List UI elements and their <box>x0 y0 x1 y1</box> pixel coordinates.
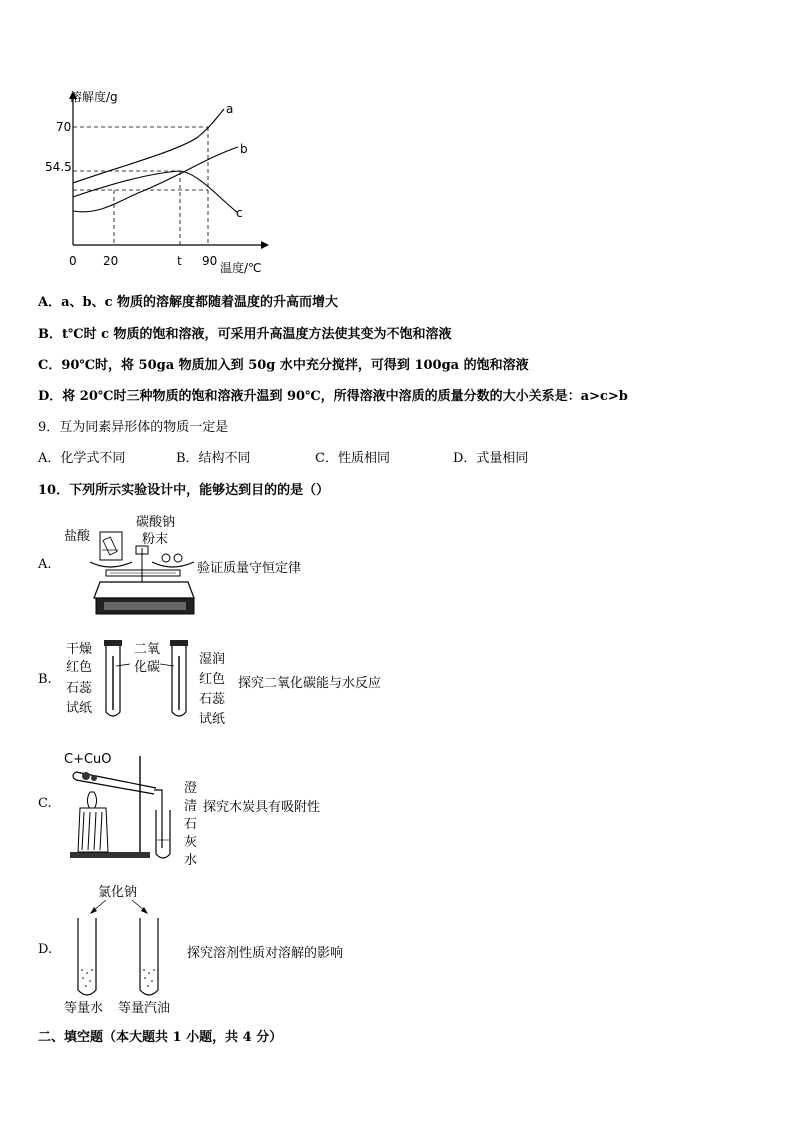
q9-choice-c: C．性质相同 <box>315 451 390 466</box>
q10-option-d-caption: 探究溶剂性质对溶解的影响 <box>187 946 344 961</box>
label-dry-1: 干燥 <box>66 642 93 657</box>
limewater-tube <box>156 810 170 858</box>
label-sodium-chloride: 氯化钠 <box>98 885 138 900</box>
label-wet-3: 石蕊 <box>199 692 226 707</box>
q10-option-d-letter: D. <box>38 942 53 957</box>
test-tube-water <box>78 918 96 995</box>
curve-b <box>73 147 238 212</box>
label-sodium-carbonate: 碳酸钠 <box>136 515 176 530</box>
q8-option-d-text: 将 20℃时三种物质的饱和溶液升温到 90℃，所得溶液中溶质的质量分数的大小关系是：a>c>b <box>62 389 628 404</box>
q9-stem: 9．互为同素异形体的物质一定是 <box>38 420 229 435</box>
x-tick-0: 0 <box>69 254 77 268</box>
q10-option-c-letter: C. <box>38 796 52 811</box>
left-pan <box>90 562 132 567</box>
section-2-heading: 二、填空题（本大题共 1 小题，共 4 分） <box>38 1030 283 1045</box>
label-dry-3: 石蕊 <box>66 681 93 696</box>
q10-option-b-caption: 探究二氧化碳能与水反应 <box>238 676 382 691</box>
q10-option-a-letter: A. <box>38 557 52 572</box>
label-equal-gasoline: 等量汽油 <box>118 1001 171 1016</box>
x-tick-90: 90 <box>202 254 218 268</box>
y-axis-label: 溶解度/g <box>70 90 118 104</box>
heating-apparatus-figure <box>62 748 204 868</box>
x-tick-20: 20 <box>103 254 119 268</box>
q8-option-a <box>38 291 338 310</box>
q8-option-a-text: a、b、c 物质的溶解度都随着温度的升高而增大 <box>61 295 339 310</box>
label-limewater-3: 石 <box>184 817 198 832</box>
q10-option-b-letter: B. <box>38 672 52 687</box>
label-wet-4: 试纸 <box>199 712 226 727</box>
label-wet-2: 红色 <box>199 672 226 687</box>
label-limewater-5: 水 <box>184 853 198 868</box>
label-co2-2: 化碳 <box>134 660 161 675</box>
x-axis-arrow <box>261 241 269 249</box>
label-limewater-2: 清 <box>184 799 198 814</box>
right-pan <box>152 562 194 567</box>
q9-choice-d: D．式量相同 <box>453 451 529 466</box>
x-axis-label: 温度/℃ <box>220 261 262 275</box>
test-tube-gasoline <box>140 918 158 995</box>
label-powder: 粉末 <box>142 532 169 547</box>
y-tick-54-5: 54.5 <box>45 160 72 174</box>
q9-choice-b: B．结构不同 <box>176 451 251 466</box>
label-c-cuo: C+CuO <box>64 752 112 767</box>
q8-option-d <box>38 385 628 404</box>
label-dry-4: 试纸 <box>66 701 93 716</box>
q8-option-c-letter: C． <box>38 358 62 373</box>
solubility-graph <box>38 85 278 280</box>
q8-option-b-text: t℃时 c 物质的饱和溶液，可采用升高温度方法使其变为不饱和溶液 <box>62 327 452 342</box>
label-limewater-4: 灰 <box>184 835 198 850</box>
curve-label-b: b <box>240 142 248 156</box>
q10-stem: 10．下列所示实验设计中，能够达到目的的是（） <box>38 483 330 498</box>
x-tick-t: t <box>177 254 182 268</box>
label-dry-2: 红色 <box>66 660 93 675</box>
q9-choice-a: A．化学式不同 <box>38 451 126 466</box>
q8-option-b-letter: B． <box>38 327 62 342</box>
q8-option-a-letter: A． <box>38 295 62 310</box>
label-equal-water: 等量水 <box>64 1001 104 1016</box>
q10-option-c-caption: 探究木炭具有吸附性 <box>203 800 321 815</box>
q8-option-d-letter: D． <box>38 389 63 404</box>
label-hydrochloric-acid: 盐酸 <box>64 529 91 544</box>
label-limewater-1: 澄 <box>184 781 198 796</box>
litmus-figure <box>64 636 236 728</box>
curve-label-a: a <box>226 102 234 116</box>
stand-base <box>70 852 150 858</box>
beaker <box>100 532 122 560</box>
curve-a <box>73 109 224 183</box>
q8-option-c-text: 90℃时，将 50ga 物质加入到 50g 水中充分搅拌，可得到 100ga 的饱和溶液 <box>61 358 529 373</box>
balance-base <box>94 582 194 598</box>
q8-option-b <box>38 323 452 342</box>
solvent-figure <box>60 878 190 1016</box>
curve-label-c: c <box>236 206 243 220</box>
label-co2-1: 二氧 <box>134 642 161 657</box>
q8-option-c <box>38 354 529 373</box>
curve-c <box>73 171 238 213</box>
balance-figure <box>60 510 200 625</box>
y-tick-70: 70 <box>56 120 72 134</box>
q10-option-a-caption: 验证质量守恒定律 <box>197 561 302 576</box>
label-wet-1: 湿润 <box>199 652 226 667</box>
